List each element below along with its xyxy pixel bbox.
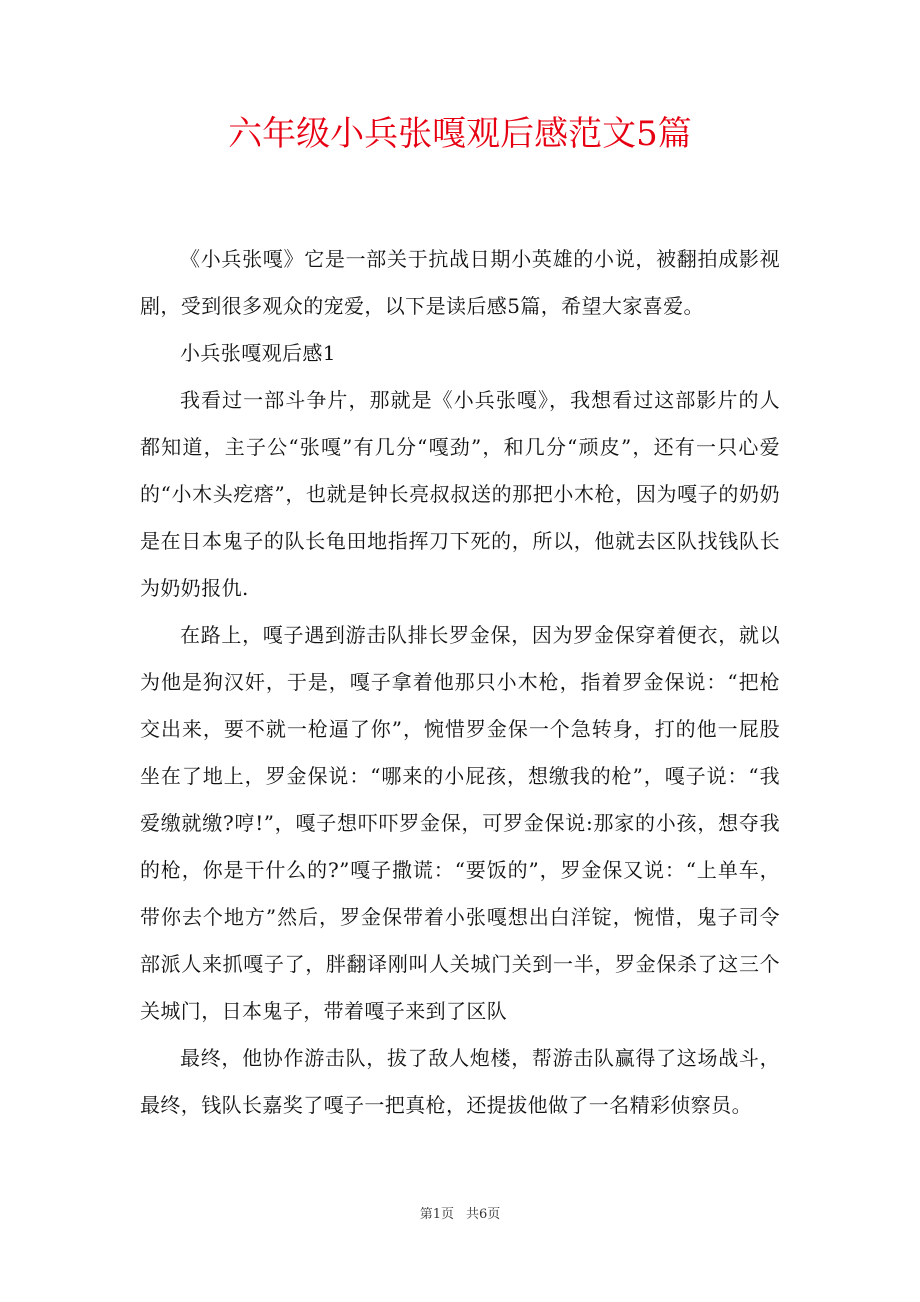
intro-paragraph: 《小兵张嘎》它是一部关于抗战日期小英雄的小说，被翻拍成影视剧，受到很多观众的宠爱，以下是读后感5篇，希望大家喜爱。	[140, 247, 780, 318]
body-paragraph: 我看过一部斗争片，那就是《小兵张嘎》，我想看过这部影片的人都知道，主子公“张嘎”有几分“嘎劲”，和几分“顽皮”，还有一只心爱的“小木头疙瘩”，也就是钟长亮叔叔送的那把小木枪，因为嘎子的奶奶是在日本鬼子的队长龟田地指挥刀下死的，所以，他就去区队找钱队长为奶奶报仇.	[140, 388, 780, 600]
page-footer	[0, 1205, 920, 1225]
document-title: 六年级小兵张嘎观后感范文5篇	[228, 114, 692, 154]
page-total: 共6页	[466, 1207, 501, 1222]
section-heading: 小兵张嘎观后感1	[180, 341, 336, 365]
body-paragraph: 最终，他协作游击队，拔了敌人炮楼，帮游击队赢得了这场战斗，最终，钱队长嘉奖了嘎子一把真枪，还提拔他做了一名精彩侦察员。	[140, 1046, 780, 1117]
body-paragraph: 在路上，嘎子遇到游击队排长罗金保，因为罗金保穿着便衣，就以为他是狗汉奸，于是，嘎子拿着他那只小木枪，指着罗金保说：“把枪交出来，要不就一枪逼了你”，惋惜罗金保一个急转身，打的他一屁股坐在了地上，罗金保说：“哪来的小屁孩，想缴我的枪”，嘎子说：“我爱缴就缴?哼!”，嘎子想吓吓罗金保，可罗金保说:那家的小孩，想夺我的枪，你是干什么的?”嘎子撒谎：“要饭的”，罗金保又说：“上单车，带你去个地方”然后，罗金保带着小张嘎想出白洋锭，惋惜，鬼子司令部派人来抓嘎子了，胖翻译刚叫人关城门关到一半，罗金保杀了这三个关城门，日本鬼子，带着嘎子来到了区队	[140, 623, 780, 1023]
page-number: 第1页	[419, 1207, 454, 1222]
document-body	[140, 236, 780, 1129]
